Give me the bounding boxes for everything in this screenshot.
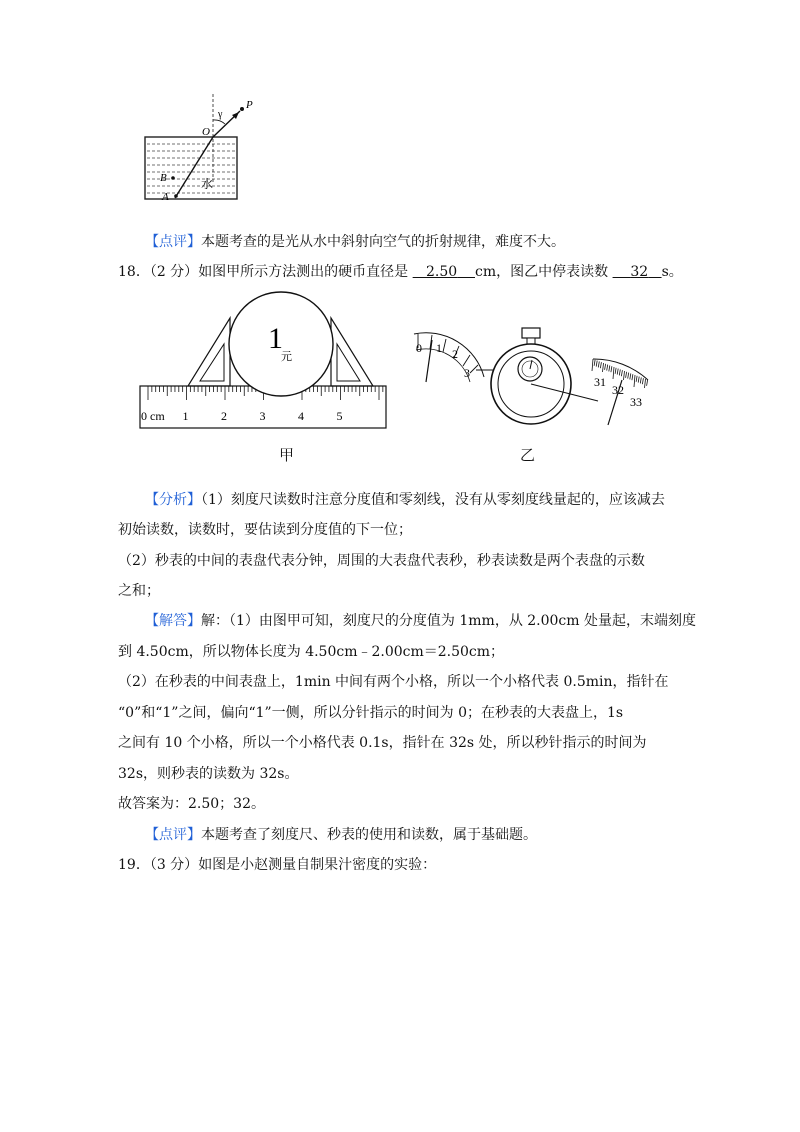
answer-line-6: 32s，则秒表的读数为 32s。 xyxy=(118,766,299,782)
analysis-line-3: （2）秒表的中间的表盘代表分钟，周围的大表盘代表秒，秒表读数是两个表盘的示数 xyxy=(118,553,645,569)
second-tick xyxy=(647,380,648,386)
point-o-label: O xyxy=(202,126,210,138)
ruler-label: 2 xyxy=(221,409,227,423)
question-number: 19． xyxy=(118,857,150,873)
second-tick xyxy=(630,373,631,379)
second-tick xyxy=(615,368,616,374)
point-b-label: B xyxy=(160,172,167,184)
caption-jia: 甲 xyxy=(279,446,295,464)
point-p-label: P xyxy=(246,99,253,111)
second-tick xyxy=(594,360,595,366)
second-tick xyxy=(596,361,597,367)
second-tick xyxy=(619,369,620,375)
second-tick xyxy=(607,365,608,371)
ruler-label: 5 xyxy=(336,409,343,423)
second-tick xyxy=(600,362,601,368)
review-text: 本题考查了刻度尺、秒表的使用和读数，属于基础题。 xyxy=(201,827,537,843)
second-tick xyxy=(645,379,646,388)
caption-yi: 乙 xyxy=(520,446,536,464)
analysis-line-2: 初始读数，读数时，要估读到分度值的下一位； xyxy=(118,522,412,538)
ruler-label: 4 xyxy=(298,409,304,423)
analysis-line-4: 之和； xyxy=(118,583,160,599)
analysis-tag: 【分析】 xyxy=(145,492,201,508)
question-stem: 如图是小赵测量自制果汁密度的实验： xyxy=(198,857,437,873)
answer-line-5: 之间有 10 个小格，所以一个小格代表 0.1s，指针在 32s 处，所以秒针指示的时间为 xyxy=(118,735,647,751)
second-tick xyxy=(611,366,612,372)
review-17 xyxy=(145,232,565,252)
second-tick xyxy=(634,375,635,387)
second-tick xyxy=(609,365,610,371)
question-stem: 如图甲所示方法测出的硬币直径是 xyxy=(198,264,409,280)
figure-yi xyxy=(408,322,658,437)
review-tag: 【点评】 xyxy=(145,234,201,250)
second-tick xyxy=(621,370,622,376)
sec-label-32: 32 xyxy=(612,383,624,397)
question-19 xyxy=(118,855,436,875)
second-tick xyxy=(613,367,614,379)
second-tick xyxy=(603,363,604,372)
answer-line-4: “0”和“1”之间，偏向“1”一侧，所以分针指示的时间为 0；在秒表的大表盘上，1s xyxy=(118,705,624,721)
second-tick xyxy=(592,359,593,371)
second-tick xyxy=(617,369,618,375)
water-container xyxy=(145,137,237,199)
question-score: （2 分） xyxy=(149,264,199,280)
second-tick xyxy=(636,376,637,382)
analysis-line-1: 【分析】（1）刻度尺读数时注意分度值和零刻线，没有从零刻度线量起的，应该减去 xyxy=(145,492,665,508)
point-a-label: A xyxy=(162,191,169,203)
second-tick xyxy=(628,373,629,379)
answer-line-2: 到 4.50cm，所以物体长度为 4.50cm﹣2.00cm＝2.50cm； xyxy=(118,644,505,660)
review-text: 本题考查的是光从水中斜射向空气的折射规律，难度不大。 xyxy=(201,234,565,250)
second-tick xyxy=(626,372,627,378)
question-score: （3 分） xyxy=(149,857,199,873)
watch-crown xyxy=(522,328,540,338)
second-tick xyxy=(605,364,606,370)
min-label-2: 2 xyxy=(452,347,458,361)
figure-jia xyxy=(138,286,390,434)
answer-tag: 【解答】 xyxy=(145,613,201,629)
answer-blank-1: 2.50 xyxy=(426,264,458,280)
answer-blank-2: 32 xyxy=(630,264,649,280)
gamma-label: γ xyxy=(218,109,223,120)
water-label: 水 xyxy=(201,177,214,191)
review-18 xyxy=(145,825,537,845)
unit-1: cm，图乙中停表读数 xyxy=(474,264,609,280)
second-tick xyxy=(598,361,599,367)
min-label-0: 0 xyxy=(416,341,422,355)
coin-value: 1 xyxy=(268,322,283,355)
answer-line-3: （2）在秒表的中间表盘上，1min 中间有两个小格，所以一个小格代表 0.5min，指针在 xyxy=(118,674,669,690)
second-tick xyxy=(640,377,641,383)
question-18 xyxy=(118,262,683,282)
review-tag: 【点评】 xyxy=(145,827,201,843)
min-label-1: 1 xyxy=(436,341,442,355)
min-label-3: 3 xyxy=(464,366,470,380)
question-number: 18． xyxy=(118,264,150,280)
ruler-label: 3 xyxy=(259,409,266,423)
answer-line-1: 【解答】解：（1）由图甲可知，刻度尺的分度值为 1mm，从 2.00cm 处量起，末端刻度 xyxy=(145,613,697,629)
minute-pointer xyxy=(426,340,432,382)
unit-2: s。 xyxy=(661,264,683,280)
ruler-label: 1 xyxy=(182,409,189,423)
second-tick xyxy=(624,371,625,380)
second-tick xyxy=(638,377,639,383)
second-tick xyxy=(632,374,633,380)
second-tick xyxy=(642,378,643,384)
refraction-figure xyxy=(135,92,265,204)
coin-unit: 元 xyxy=(281,351,292,363)
answer-line-7: 故答案为：2.50；32。 xyxy=(118,796,265,812)
ruler-label: 0 cm xyxy=(141,409,165,423)
sec-label-31: 31 xyxy=(594,375,606,389)
sec-label-33: 33 xyxy=(630,395,642,409)
